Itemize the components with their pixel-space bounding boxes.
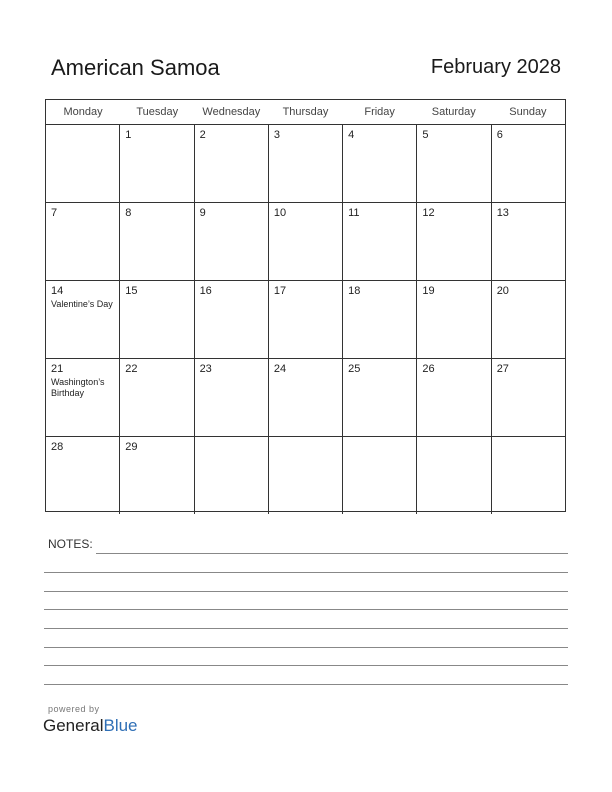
weekday-tuesday: Tuesday — [136, 106, 179, 118]
day-cell — [417, 359, 491, 436]
generalblue-logo — [43, 716, 138, 736]
notes-line — [44, 665, 568, 666]
date-number: 19 — [422, 285, 435, 297]
date-number: 13 — [496, 207, 509, 219]
day-cell — [120, 203, 194, 280]
date-number: 16 — [199, 285, 212, 297]
date-number: 8 — [125, 207, 132, 219]
weekday-header-row — [46, 100, 565, 125]
holiday-label: Washington’s Birthday — [51, 377, 105, 398]
date-number: 24 — [273, 363, 287, 375]
day-cell — [120, 281, 194, 358]
day-cell — [343, 203, 417, 280]
notes-line — [44, 572, 568, 573]
day-cell — [269, 203, 343, 280]
date-number: 14 — [51, 285, 64, 297]
weekday-saturday: Saturday — [431, 106, 476, 118]
date-number: 21 — [51, 363, 64, 375]
day-cell — [269, 125, 343, 202]
week-row — [46, 437, 565, 514]
day-cell — [195, 203, 269, 280]
day-cell — [120, 125, 194, 202]
week-row — [46, 203, 565, 281]
day-cell — [269, 437, 343, 514]
week-row — [46, 281, 565, 359]
date-number: 2 — [199, 129, 206, 141]
holiday-label: Valentine’s Day — [51, 299, 113, 309]
day-cell — [343, 125, 417, 202]
weekday-thursday: Thursday — [282, 106, 329, 118]
calendar-grid — [45, 99, 566, 512]
weekday-friday: Friday — [364, 106, 395, 118]
month-year-title: February 2028 — [430, 56, 561, 78]
date-number: 17 — [273, 285, 287, 297]
day-cell — [46, 125, 120, 202]
date-number: 28 — [51, 441, 64, 453]
date-number: 1 — [125, 129, 132, 141]
date-number: 29 — [125, 441, 138, 453]
date-number: 4 — [348, 129, 355, 141]
notes-line — [44, 684, 568, 685]
date-number: 20 — [496, 285, 509, 297]
day-cell — [46, 281, 120, 358]
date-number: 6 — [496, 129, 503, 141]
notes-label: NOTES: — [48, 537, 93, 551]
notes-line — [44, 647, 568, 648]
date-number: 18 — [348, 285, 361, 297]
weekday-sunday: Sunday — [509, 106, 547, 118]
weeks-container — [46, 125, 565, 514]
day-cell — [269, 281, 343, 358]
day-cell — [46, 359, 120, 436]
day-cell — [195, 281, 269, 358]
day-cell — [46, 437, 120, 514]
date-number: 3 — [273, 129, 280, 141]
date-number: 10 — [273, 207, 287, 219]
day-cell — [417, 203, 491, 280]
week-row — [46, 125, 565, 203]
day-cell — [46, 203, 120, 280]
day-cell — [492, 437, 565, 514]
day-cell — [343, 437, 417, 514]
notes-line — [44, 609, 568, 610]
logo-blue-text: Blue — [103, 716, 138, 735]
day-cell — [269, 359, 343, 436]
date-number: 23 — [199, 363, 212, 375]
day-cell — [492, 203, 565, 280]
day-cell — [195, 125, 269, 202]
powered-by-text: powered by — [48, 704, 100, 714]
day-cell — [492, 359, 565, 436]
country-title: American Samoa — [51, 55, 220, 80]
week-row — [46, 359, 565, 437]
day-cell — [417, 281, 491, 358]
date-number: 11 — [348, 207, 360, 219]
day-cell — [120, 437, 194, 514]
day-cell — [120, 359, 194, 436]
day-cell — [492, 281, 565, 358]
logo-general-text: General — [43, 716, 104, 735]
date-number: 5 — [422, 129, 429, 141]
notes-line — [44, 591, 568, 592]
day-cell — [343, 359, 417, 436]
day-cell — [195, 359, 269, 436]
date-number: 12 — [422, 207, 435, 219]
notes-line — [96, 553, 568, 554]
date-number: 15 — [125, 285, 138, 297]
day-cell — [417, 437, 491, 514]
date-number: 26 — [422, 363, 435, 375]
date-number: 25 — [348, 363, 361, 375]
date-number: 9 — [199, 207, 206, 219]
day-cell — [343, 281, 417, 358]
date-number: 27 — [496, 363, 509, 375]
notes-line — [44, 628, 568, 629]
weekday-wednesday: Wednesday — [202, 106, 261, 118]
day-cell — [492, 125, 565, 202]
date-number: 22 — [125, 363, 138, 375]
date-number: 7 — [51, 207, 58, 219]
day-cell — [417, 125, 491, 202]
day-cell — [195, 437, 269, 514]
weekday-monday: Monday — [63, 106, 103, 118]
